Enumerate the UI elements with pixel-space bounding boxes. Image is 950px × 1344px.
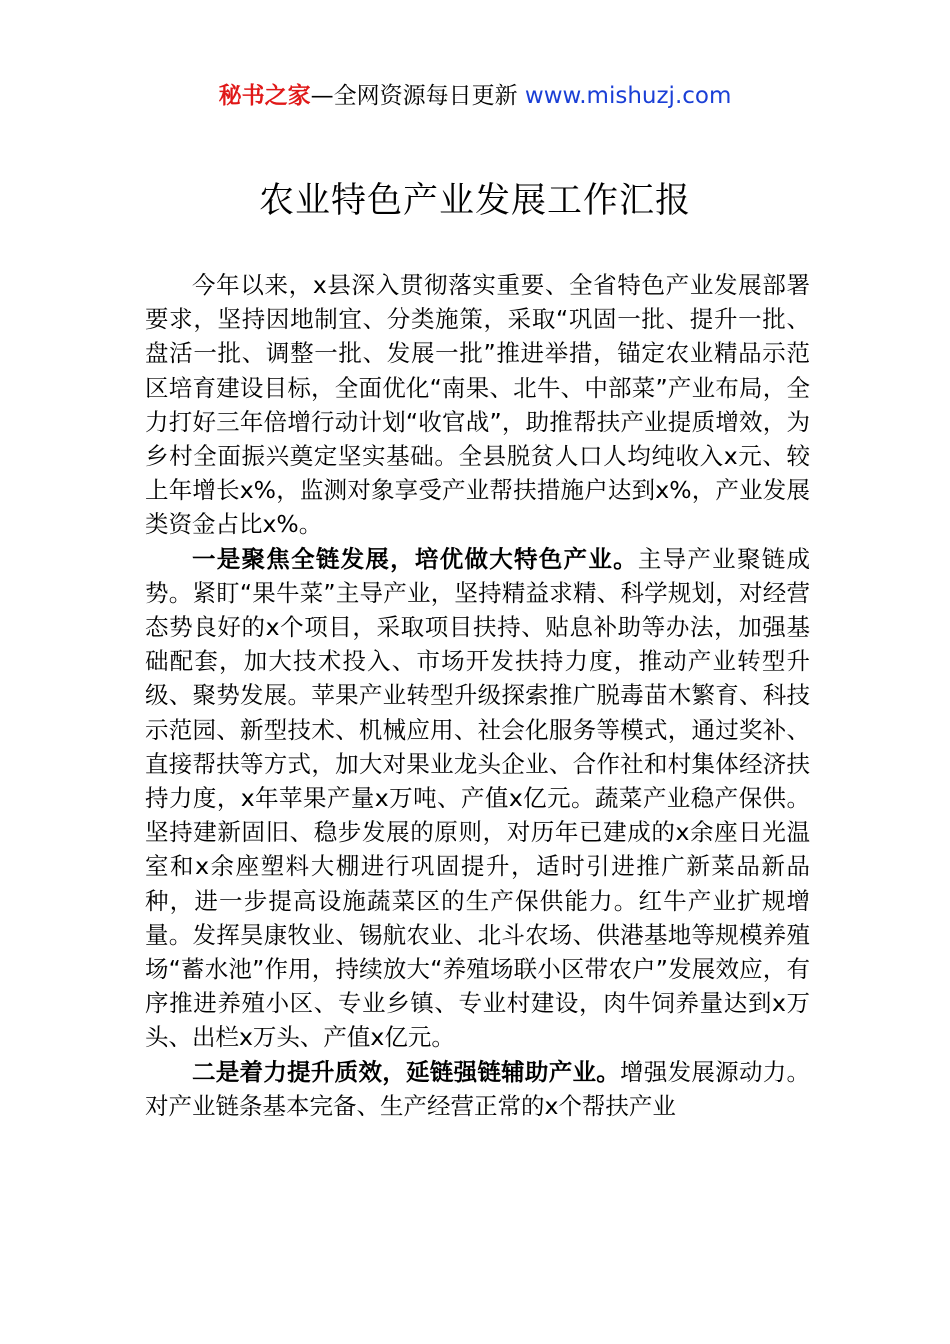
brand-name: 秘书之家	[218, 83, 311, 109]
document-title: 农业特色产业发展工作汇报	[258, 181, 691, 221]
paragraph-text: 今年以来，x县深入贯彻落实重要、全省特色产业发展部署要求，坚持因地制宜、分类施策，采取“巩固一批、提升一批、盘活一批、调整一批、发展一批”推进举措，锚定农业精品示范区培育建设目标，全面优化“南果、北牛、中部菜”产业布局，全力打好三年倍增行动计划“收官战”，助推帮扶产业提质增效，为乡村全面振兴奠定坚实基础。全县脱贫人口人均纯收入x元、较上年增长x%，监测对象享受产业帮扶措施户达到x%，产业发展类资金占比x%。	[145, 271, 810, 539]
paragraph-intro	[145, 268, 810, 542]
paragraph-text: 增强发展源动力。对产业链条基本完备、生产经营正常的x个帮扶产业	[145, 1057, 811, 1120]
paragraph-lead: 一是聚焦全链发展，培优做大特色产业。	[192, 544, 638, 573]
paragraph-lead: 二是着力提升质效，延链强链辅助产业。	[192, 1057, 621, 1086]
paragraph-section-2	[145, 1055, 810, 1123]
paragraph-section-1	[145, 542, 810, 1055]
header-tagline: —全网资源每日更新	[310, 83, 525, 109]
document-body	[145, 268, 810, 1123]
site-header	[0, 80, 950, 112]
site-url-link[interactable]: www.mishuzj.com	[524, 83, 732, 109]
paragraph-text: 主导产业聚链成势。紧盯“果牛菜”主导产业，坚持精益求精、科学规划，对经营态势良好的x个项目，采取项目扶持、贴息补助等办法，加强基础配套，加大技术投入、市场开发扶持力度，推动产业转型升级、聚势发展。苹果产业转型升级探索推广脱毒苗木繁育、科技示范园、新型技术、机械应用、社会化服务等模式，通过奖补、直接帮扶等方式，加大对果业龙头企业、合作社和村集体经济扶持力度，x年苹果产量x万吨、产值x亿元。蔬菜产业稳产保供。坚持建新固旧、稳步发展的原则，对历年已建成的x余座日光温室和x余座塑料大棚进行巩固提升，适时引进推广新菜品新品种，进一步提高设施蔬菜区的生产保供能力。红牛产业扩规增量。发挥昊康牧业、锡航农业、北斗农场、供港基地等规模养殖场“蓄水池”作用，持续放大“养殖场联小区带农户”发展效应，有序推进养殖小区、专业乡镇、专业村建设，肉牛饲养量达到x万头、出栏x万头、产值x亿元。	[145, 544, 810, 1052]
